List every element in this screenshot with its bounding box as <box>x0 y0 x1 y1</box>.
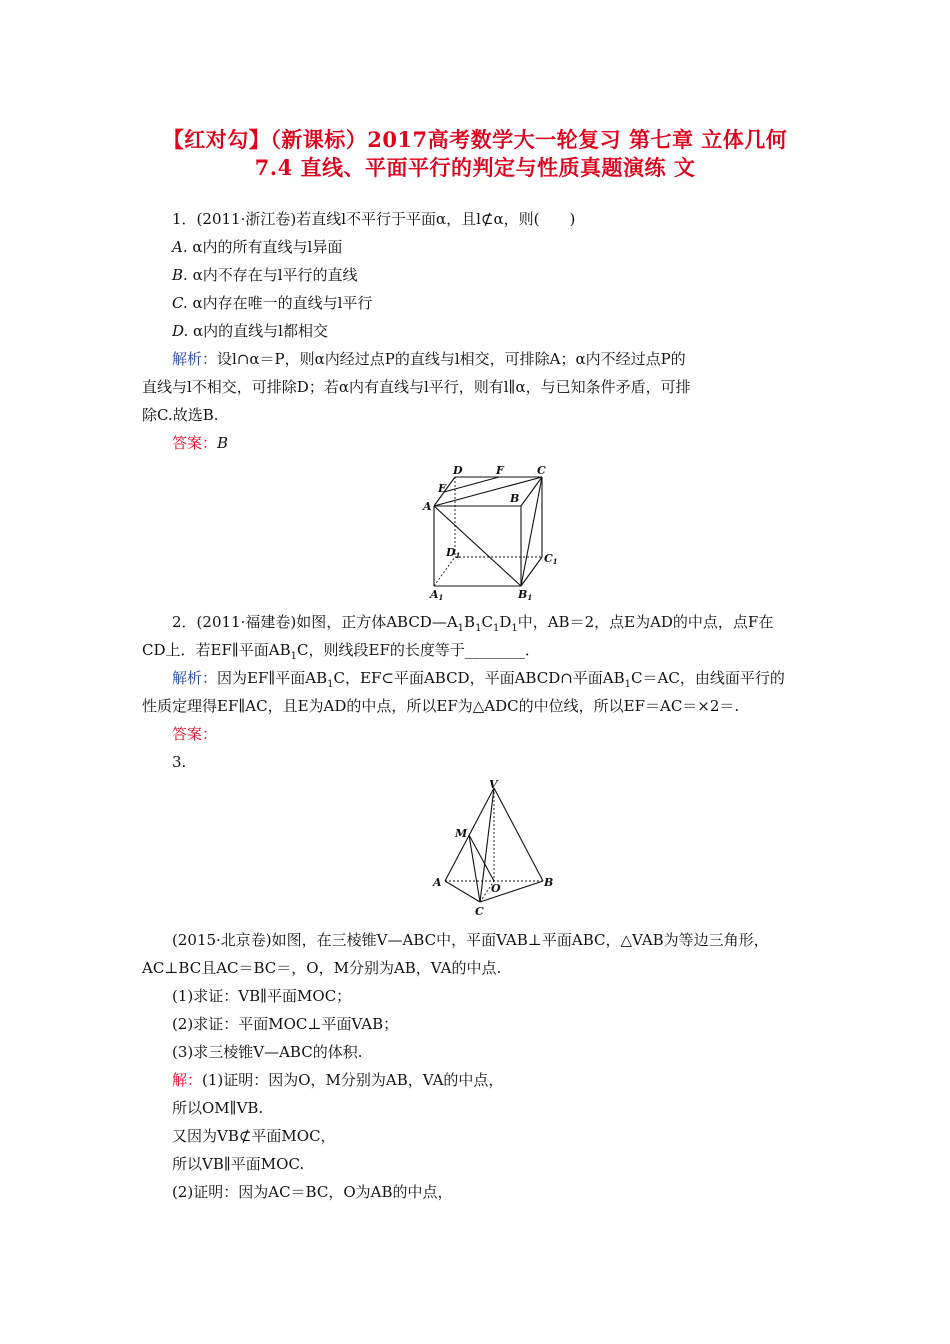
q1-option-b <box>172 265 358 285</box>
q3-stem-line1: (2015·北京卷)如图，在三棱锥V—ABC中，平面VAB⊥平面ABC，△VAB为等边三角形， <box>172 931 769 949</box>
q1-answer-label: 答案： <box>172 434 218 452</box>
q1-analysis-line1 <box>172 349 686 369</box>
q1-option-c <box>172 293 372 313</box>
q3-solution-line4: 所以VB∥平面MOC. <box>172 1155 305 1173</box>
q1-analysis-label: 解析： <box>172 350 218 368</box>
q1-answer-value: B <box>217 434 229 452</box>
q1-stem: 1．(2011·浙江卷)若直线l不平行于平面α，且l⊄α，则( ) <box>172 210 576 228</box>
q1-option-d <box>172 321 328 341</box>
q1-option-a-key: A. <box>172 238 188 256</box>
cube-label-a: A <box>423 500 432 513</box>
q1-option-c-key: C. <box>172 294 188 312</box>
q2-analysis-line2: 性质定理得EF∥AC，且E为AD的中点，所以EF为△ADC的中位线，所以EF＝AC＝×2＝. <box>142 697 740 715</box>
cube-label-a1: A1 <box>430 588 444 602</box>
q1-option-d-text: α内的直线与l都相交 <box>193 322 328 340</box>
q3-solution-line2: 所以OM∥VB. <box>172 1099 264 1117</box>
cube-label-d: D <box>453 464 463 477</box>
pyramid-label-b: B <box>544 876 554 889</box>
q3-solution-line5: (2)证明：因为AC＝BC，O为AB的中点， <box>172 1183 453 1201</box>
cube-label-b1: B1 <box>518 588 533 602</box>
q1-option-b-text: α内不存在与l平行的直线 <box>192 266 358 284</box>
q1-option-b-key: B. <box>172 266 188 284</box>
q1-option-a <box>172 237 342 257</box>
cube-label-b: B <box>510 492 520 505</box>
q2-analysis-line1: 解析：因为EF∥平面$AB_1C$，EF⊂平面ABCD，平面ABCD∩平面$AB_1C=AC$，由线面平行的 <box>172 669 785 690</box>
q1-option-a-text: α内的所有直线与l异面 <box>192 238 343 256</box>
q2-stem-line1: 2．(2011·福建卷)如图，正方体$ABCD—A_1B_1C_1D_1$中，AB＝2，点E为AD的中点，点F在 <box>172 613 774 634</box>
doc-title-line1: 【红对勾】（新课标）2017高考数学大一轮复习 第七章 立体几何 <box>162 127 788 152</box>
q1-option-c-text: α内存在唯一的直线与l平行 <box>192 294 373 312</box>
pyramid-label-c: C <box>475 905 484 918</box>
pyramid-label-a: A <box>433 876 442 889</box>
cube-label-d1: D1 <box>446 546 461 560</box>
q3-solution-line3: 又因为VB⊄平面MOC， <box>172 1127 336 1145</box>
q2-analysis-label: 解析： <box>172 669 218 687</box>
cube-label-c1: C1 <box>544 552 558 566</box>
q1-analysis-text1: 设l∩α＝P，则α内经过点P的直线与l相交，可排除A；α内不经过点P的 <box>217 350 686 368</box>
q2-stem-line2: CD上．若EF∥平面$AB_1C$，则线段EF的长度等于________． <box>142 641 540 662</box>
q1-option-d-key: D. <box>172 322 189 340</box>
q1-analysis-line3: 除C.故选B. <box>142 406 219 424</box>
cube-label-e: E <box>438 482 447 495</box>
pyramid-label-v: V <box>489 778 498 791</box>
q3-stem-line2: AC⊥BC且AC＝BC＝，O，M分别为AB，VA的中点. <box>142 959 502 977</box>
q2-answer <box>172 724 217 744</box>
q3-part1: (1)求证：VB∥平面MOC； <box>172 987 352 1005</box>
q3-solution-label: 解： <box>172 1071 203 1089</box>
q3-solution-line1: 解：(1)证明：因为O，M分别为AB，VA的中点， <box>172 1071 504 1089</box>
q3-part3: (3)求三棱锥V—ABC的体积. <box>172 1043 363 1061</box>
q1-answer <box>172 433 228 453</box>
pyramid-label-m: M <box>455 827 468 840</box>
pyramid-label-o: O <box>491 882 501 895</box>
cube-label-f: F <box>496 464 504 477</box>
doc-title-line2: 7.4 直线、平面平行的判定与性质真题演练 文 <box>254 155 696 180</box>
q1-analysis-line2: 直线与l不相交，可排除D；若α内有直线与l平行，则有l∥α，与已知条件矛盾，可排 <box>142 378 691 396</box>
cube-label-c: C <box>537 464 546 477</box>
cube-figure <box>420 462 570 602</box>
q2-answer-label: 答案： <box>172 725 218 743</box>
pyramid-figure <box>425 778 560 918</box>
q3-number: 3. <box>172 753 187 771</box>
q3-part2: (2)求证：平面MOC⊥平面VAB； <box>172 1015 399 1033</box>
